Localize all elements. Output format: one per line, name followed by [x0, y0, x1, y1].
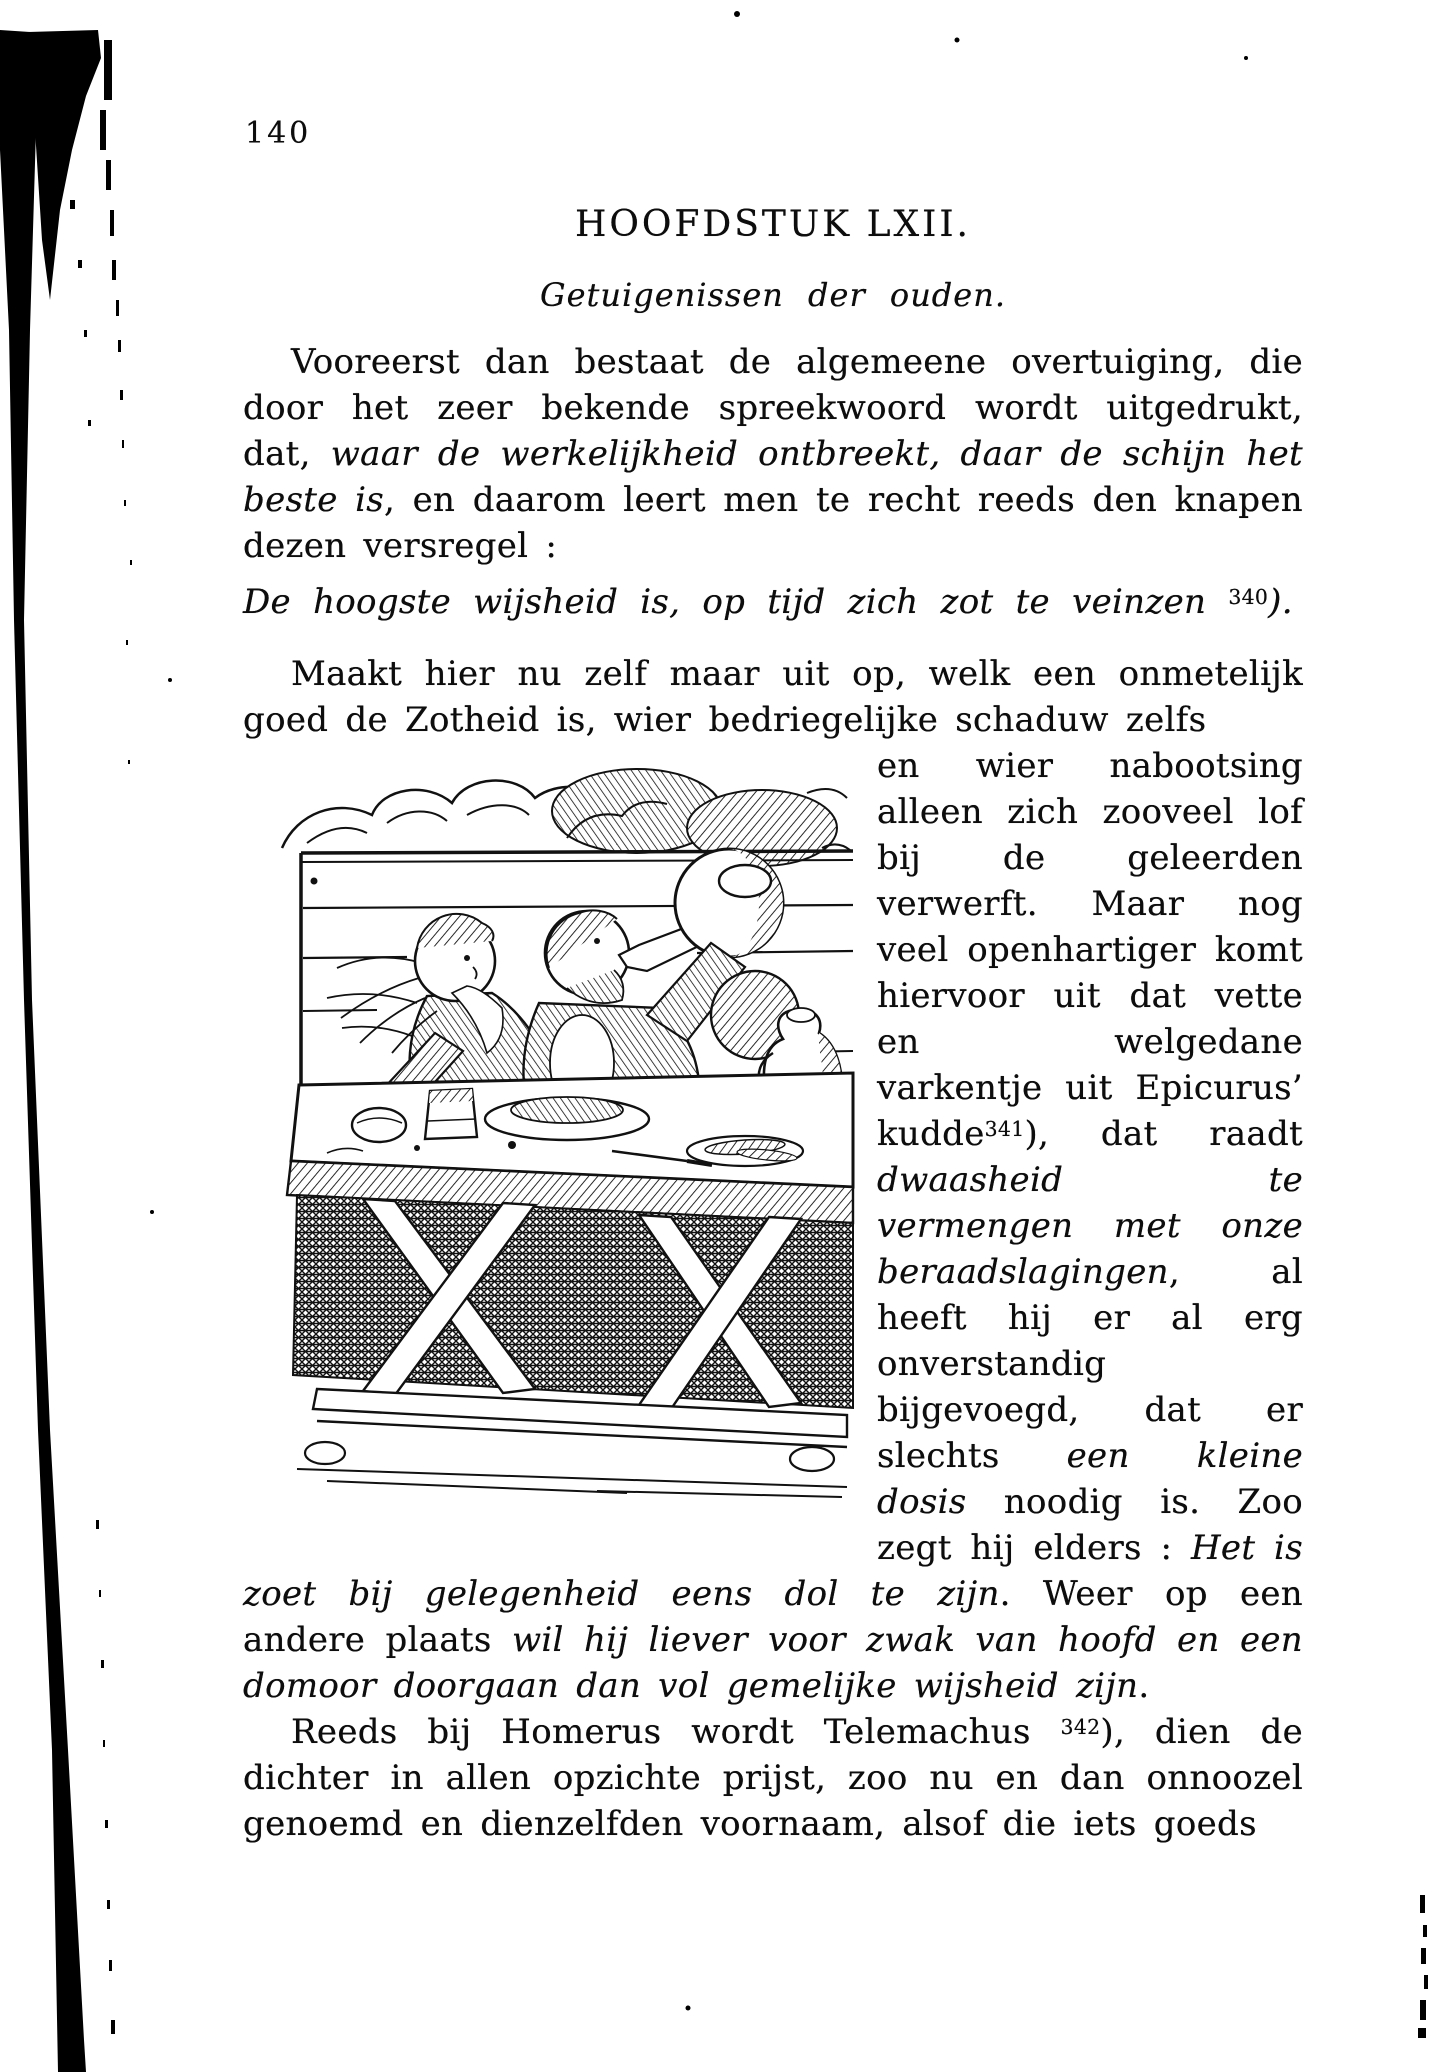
paragraph-2-continued [243, 743, 1303, 1709]
paragraph-2-wrapped-text: en wier nabootsing alleen zich zooveel lof bij de geleerden verwerft. Maar nog veel openhartiger komt hiervoor uit dat vette en welgedane varkentje uit Epicurus’ kudde$^{341}$), dat raadt dwaasheid te vermengen met onze beraadslagingen, al heeft hij er al erg onverstandig bijgevoegd, dat er slechts een kleine dosis noodig is. Zoo zegt hij elders : Het is zoet bij gelegenheid eens dol te zijn. Weer op een andere plaats wil hij liever voor zwak van hoofd en een domoor doorgaan dan vol gemelijke wijsheid zijn. [243, 746, 1304, 1706]
woodcut-svg [267, 753, 855, 1498]
paragraph-1: Vooreerst dan bestaat de algemeene overtuiging, die door het zeer bekende spreekwoord wordt uitgedrukt, dat, waar de werkelijkheid ontbreekt, daar de schijn het beste is, en daarom leert men te recht reeds den knapen dezen versregel : [243, 342, 1303, 566]
page-content [243, 0, 1303, 1847]
section-subtitle: Getuigenissen der ouden. [540, 276, 1006, 314]
paragraph-3: Reeds bij Homerus wordt Telemachus $^{342}$), dien de dichter in allen opzichte prijst, zoo nu en dan onnoozel genoemd en dienzelfden voornaam, alsof die iets goeds [243, 1712, 1303, 1844]
paragraph-2-intro: Maakt hier nu zelf maar uit op, welk een onmetelijk goed de Zotheid is, wier bedriegelijke schaduw zelfs [243, 654, 1303, 740]
chapter-heading: HOOFDSTUK LXII. [574, 204, 972, 245]
verse-line: De hoogste wijsheid is, op tijd zich zot te veinzen $^{340}$). [243, 582, 1293, 622]
woodcut-illustration [267, 753, 855, 1553]
page-number: 140 [245, 116, 312, 151]
